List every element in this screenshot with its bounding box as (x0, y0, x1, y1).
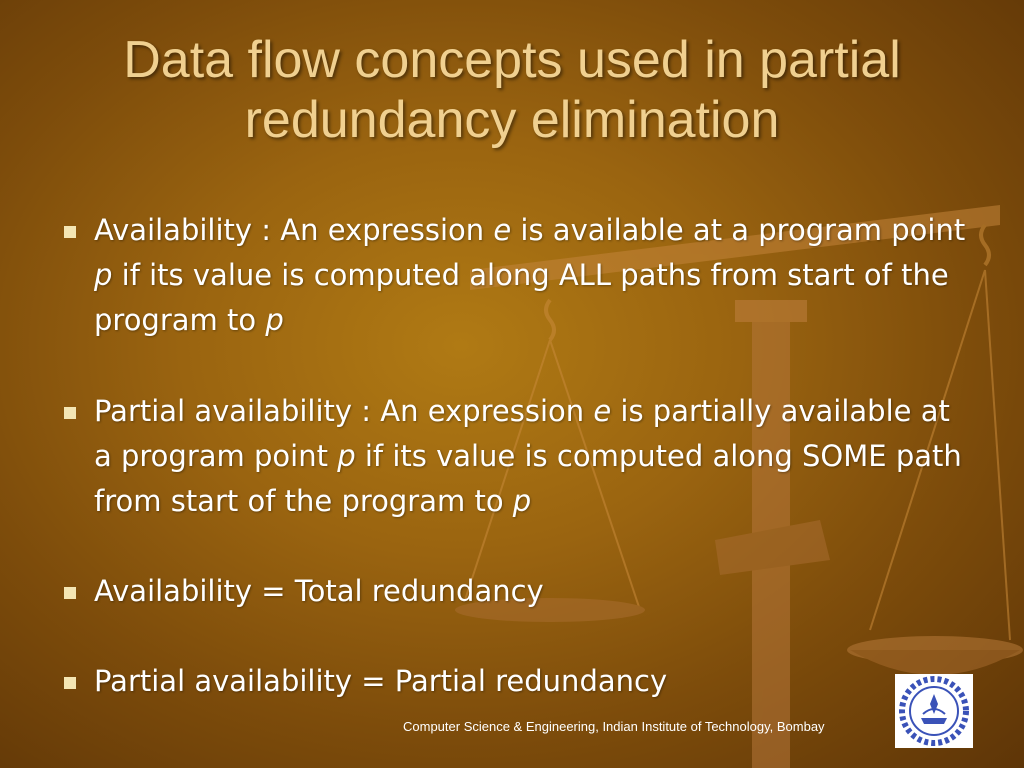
bullet-text: Partial availability : An expression (94, 394, 594, 428)
bullet-total-redundancy (60, 569, 544, 614)
bullet-availability (60, 208, 970, 343)
iit-bombay-logo (895, 674, 973, 748)
bullet-marker-icon (64, 677, 76, 689)
bullet-marker-icon (64, 226, 76, 238)
bullet-text: is available at a program point (511, 213, 966, 247)
bullet-partial-availability (60, 389, 970, 524)
expression-variable: e (493, 213, 512, 247)
bullet-text: Partial availability = Partial redundancy (94, 664, 668, 698)
expression-variable: e (593, 394, 612, 428)
bullet-text: Availability = Total redundancy (94, 574, 544, 608)
point-variable: p (512, 484, 532, 518)
bullet-marker-icon (64, 407, 76, 419)
bullet-text: is partially available at a program point (94, 394, 950, 473)
bullet-text: if its value is computed along SOME path from start of the program to (94, 439, 962, 518)
point-variable: p (94, 258, 113, 292)
point-variable: p (265, 303, 284, 337)
bullet-marker-icon (64, 587, 76, 599)
bullet-partial-redundancy (60, 659, 667, 704)
bullet-text: Availability : An expression (94, 213, 494, 247)
slide-title: Data flow concepts used in partial redundancy elimination (123, 31, 901, 149)
footer-institution: Computer Science & Engineering, Indian Institute of Technology, Bombay (403, 719, 825, 734)
point-variable: p (337, 439, 356, 473)
bullet-text: if its value is computed along ALL paths from start of the program to (94, 258, 949, 337)
